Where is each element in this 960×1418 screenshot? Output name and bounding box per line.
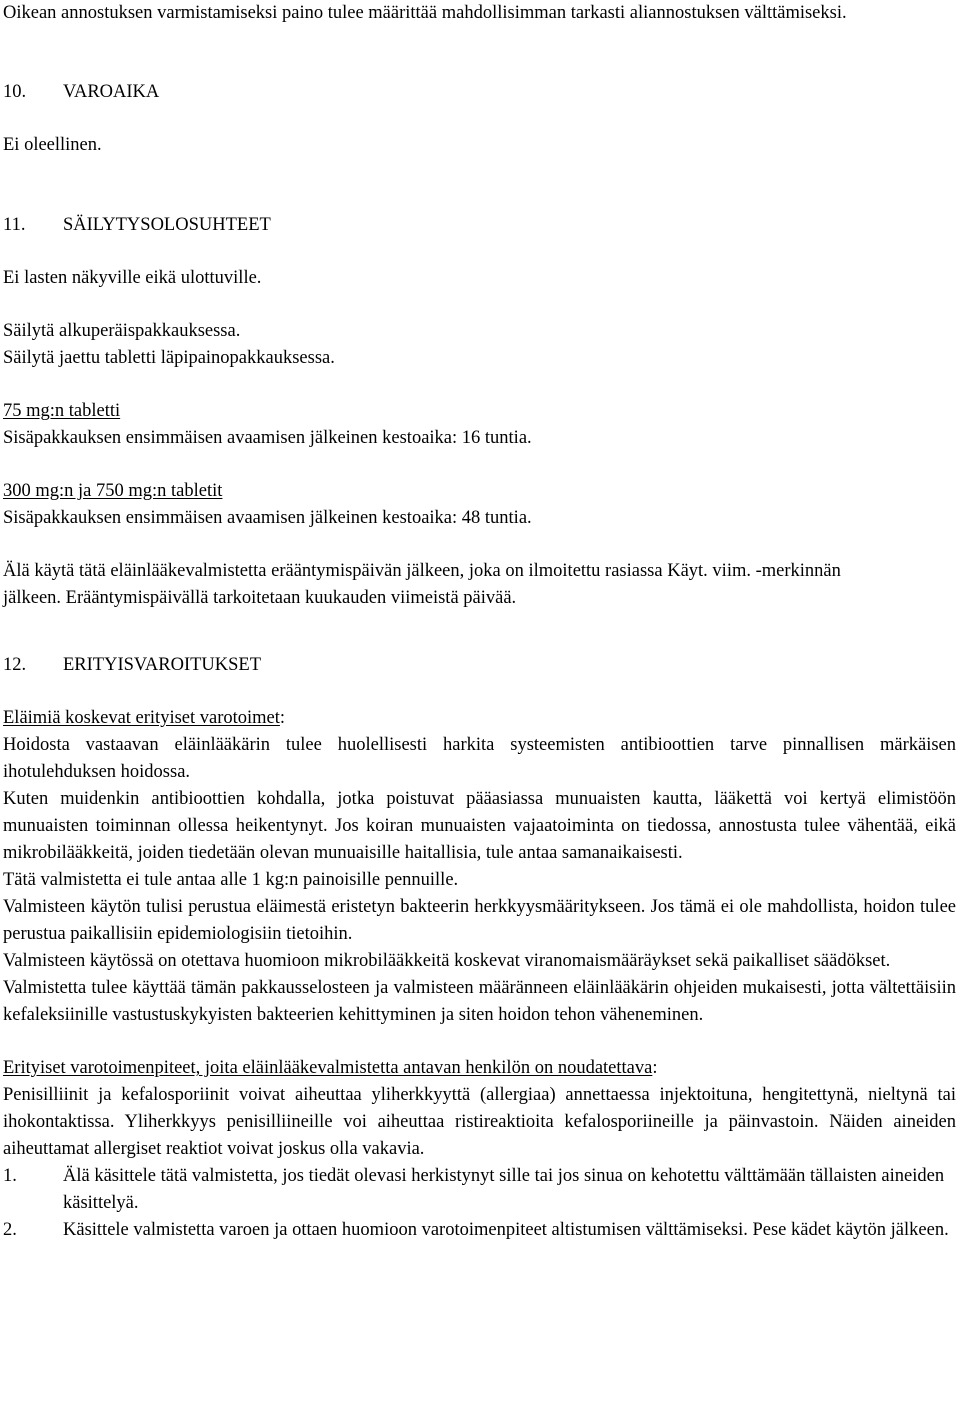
list-item-text: Älä käsittele tätä valmistetta, jos tiedät olevasi herkistynyt sille tai jos sinua on kehotettu välttämään tällaisten aineiden käsittelyä.	[63, 1166, 945, 1213]
precaution-paragraph-1: Hoidosta vastaavan eläinlääkärin tulee huolellisesti harkita systeemisten antibioottien tarve pinnallisen märkäisen ihotulehduksen hoidossa.	[3, 735, 956, 782]
list-item	[3, 1217, 956, 1244]
section-11-title: SÄILYTYSOLOSUHTEET	[63, 215, 271, 235]
animal-precautions-label: Eläimiä koskevat erityiset varotoimet	[3, 708, 280, 728]
section-10-heading	[3, 79, 956, 106]
tablet-75mg-shelf-life: Sisäpakkauksen ensimmäisen avaamisen jälkeinen kestoaika: 16 tuntia.	[3, 428, 532, 448]
section-10-title: VAROAIKA	[63, 82, 160, 102]
list-item-number: 1.	[3, 1166, 17, 1186]
section-12-number: 12.	[3, 655, 27, 675]
expiry-paragraph: Älä käytä tätä eläinlääkevalmistetta erääntymispäivän jälkeen, joka on ilmoitettu rasiassa Käyt. viim. -merkinnän jälkeen. Erääntymispäivällä tarkoitetaan kuukauden viimeistä päivää.	[3, 561, 841, 608]
storage-split-tablet-text: Säilytä jaettu tabletti läpipainopakkauksessa.	[3, 348, 335, 368]
precaution-paragraph-5: Valmisteen käytössä on otettava huomioon mikrobilääkkeitä koskevat viranomaismääräykset sekä paikalliset säädökset.	[3, 951, 891, 971]
precaution-paragraph-4: Valmisteen käytön tulisi perustua eläimestä eristetyn bakteerin herkkyysmääritykseen. Jos tämä ei ole mahdollista, hoidon tulee perustua paikallisiin epidemiologisiin tietoihin.	[3, 897, 956, 944]
section-11-number: 11.	[3, 215, 26, 235]
list-item-number: 2.	[3, 1220, 17, 1240]
person-precautions-colon: :	[652, 1058, 658, 1078]
precaution-paragraph-6: Valmistetta tulee käyttää tämän pakkausselosteen ja valmisteen määränneen eläinlääkärin ohjeiden mukaisesti, jotta vältettäisiin kefaleksiinille vastustuskykyisten bakteerien kehittyminen ja siten hoidon tehon väheneminen.	[3, 978, 956, 1025]
section-10-number: 10.	[3, 82, 27, 102]
tablet-300-750mg-heading: 300 mg:n ja 750 mg:n tabletit	[3, 481, 223, 501]
animal-precautions-colon: :	[279, 708, 286, 728]
document-page	[3, 0, 956, 1244]
person-precautions-heading	[3, 1055, 956, 1082]
precaution-paragraph-2: Kuten muidenkin antibioottien kohdalla, jotka poistuvat pääasiassa munuaisten kautta, lääkettä voi kertyä elimistöön munuaisten toiminnan ollessa heikentynyt. Jos koiran munuaisten vajaatoiminta on tiedossa, annostusta tulee vähentää, eikä mikrobilääkkeitä, joiden tiedetään olevan munuaisille haitallisia, tule antaa samanaikaisesti.	[3, 789, 956, 863]
intro-paragraph: Oikean annostuksen varmistamiseksi paino tulee määrittää mahdollisimman tarkasti aliannostuksen välttämiseksi.	[3, 3, 847, 23]
person-precautions-label: Erityiset varotoimenpiteet, joita eläinlääkevalmistetta antavan henkilön on noudatettava	[3, 1058, 653, 1078]
list-item	[3, 1163, 956, 1217]
precaution-paragraph-3: Tätä valmistetta ei tule antaa alle 1 kg:n painoisille pennuille.	[3, 870, 459, 890]
allergy-paragraph: Penisilliinit ja kefalosporiinit voivat aiheuttaa yliherkkyyttä (allergiaa) annettaessa injektoituna, hengitettynä, nieltynä tai ihokontaktissa. Yliherkkyys penisilliineille voi aiheuttaa ristireaktioita kefalosporiineille ja päinvastoin. Näiden aineiden aiheuttamat allergiset reaktiot voivat joskus olla vakavia.	[3, 1085, 956, 1159]
storage-original-package-text: Säilytä alkuperäispakkauksessa.	[3, 321, 241, 341]
section-10-body: Ei oleellinen.	[3, 135, 102, 155]
animal-precautions-heading	[3, 705, 956, 732]
section-12-heading	[3, 652, 956, 679]
tablet-75mg-heading: 75 mg:n tabletti	[3, 401, 121, 421]
tablet-300-750mg-shelf-life: Sisäpakkauksen ensimmäisen avaamisen jälkeinen kestoaika: 48 tuntia.	[3, 508, 532, 528]
section-11-heading	[3, 212, 956, 239]
list-item-text: Käsittele valmistetta varoen ja ottaen huomioon varotoimenpiteet altistumisen välttämiseksi. Pese kädet käytön jälkeen.	[63, 1220, 949, 1240]
section-12-title: ERITYISVAROITUKSET	[63, 655, 262, 675]
storage-children-text: Ei lasten näkyville eikä ulottuville.	[3, 268, 262, 288]
